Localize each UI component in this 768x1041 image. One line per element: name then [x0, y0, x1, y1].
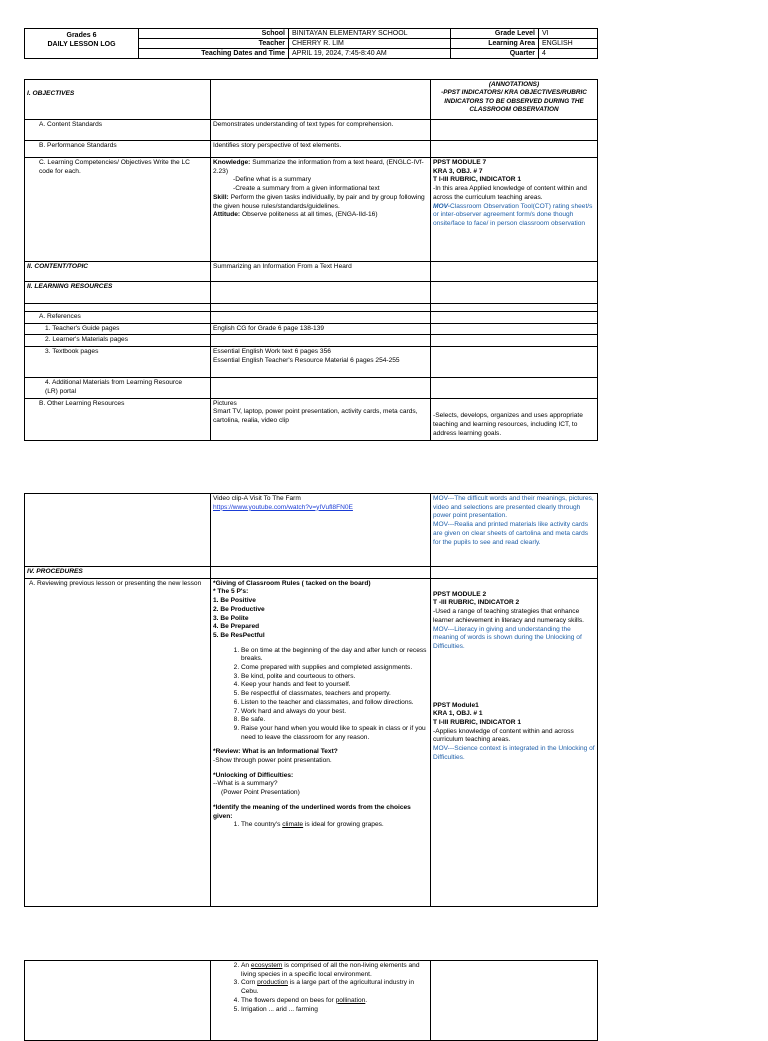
content-topic-value: Summarizing an Information From a Text Heard	[211, 262, 431, 282]
knowledge-item-1: -Define what is a summary	[233, 176, 312, 184]
skill-label: Skill:	[213, 193, 229, 201]
dates-label: Teaching Dates and Time	[139, 49, 289, 59]
annotations-title: (ANNOTATIONS)	[488, 81, 540, 88]
vocab-list	[213, 821, 428, 830]
review-value: -Show through power point presentation.	[213, 757, 332, 765]
header-grades: Grades 6	[66, 32, 97, 39]
five-ps-1: 1. Be Positive	[213, 597, 256, 605]
rule-item: 4. Keep your hands and feet to yourself.	[241, 681, 428, 690]
five-ps-3: 3. Be Polite	[213, 614, 249, 622]
content-topic-title: II. CONTENT/TOPIC	[25, 262, 211, 282]
knowledge-item-2: -Create a summary from a given informational text	[233, 185, 380, 193]
other-resources-annotation: -Selects, develops, organizes and uses appropriate teaching and learning resources, including ICT, to address learning goals.	[431, 398, 598, 440]
annotation-rubric-2: T -III RUBRIC, INDICATOR 2	[433, 599, 520, 607]
vocab-continued	[211, 961, 431, 1041]
review-annotation	[431, 578, 598, 906]
unlocking-question: --What is a summary?	[213, 780, 278, 788]
procedures-table	[24, 493, 598, 907]
continued-table	[24, 960, 598, 1041]
vocab-item-5: 5. Irrigation ... arid ... farming	[241, 1006, 428, 1015]
area-label: Learning Area	[451, 39, 539, 49]
five-ps-4: 4. Be Prepared	[213, 623, 260, 631]
video-annotation	[431, 494, 598, 567]
competencies-annotation	[431, 158, 598, 262]
identify-title: *Identify the meaning of the underlined words from the choices given:	[213, 803, 411, 820]
learning-resources-title: II. LEARNING RESOURCES	[25, 282, 211, 304]
dates-value: APRIL 19, 2024, 7:45-8:40 AM	[289, 49, 451, 59]
vocab-item-4: 4. The flowers depend on bees for pollination.	[241, 997, 428, 1006]
learners-materials-label: 2. Learner's Materials pages	[25, 335, 211, 347]
underlined-word: ecosystem	[250, 962, 283, 969]
classroom-rules-list	[213, 647, 428, 743]
other-resources-pictures: Pictures	[213, 399, 237, 407]
review-lesson-content	[211, 578, 431, 906]
annotation-rubric-1: T I-III RUBRIC, INDICATOR 1	[433, 176, 522, 184]
quarter-value: 4	[539, 49, 598, 59]
school-label: School	[139, 29, 289, 39]
textbook-pages-label: 3. Textbook pages	[25, 347, 211, 378]
annotation-content-knowledge: -In this area Applied knowledge of content within and across the curriculum teaching areas.	[433, 185, 587, 201]
video-link[interactable]: https://www.youtube.com/watch?v=yIVufl8FN0E	[213, 503, 353, 511]
rules-title: *Giving of Classroom Rules ( tacked on the board)	[213, 579, 371, 587]
underlined-word: pollination	[335, 996, 366, 1004]
header-table	[24, 28, 598, 59]
rule-item: 5. Be respectful of classmates, teachers and property.	[241, 690, 428, 699]
annotations-subtitle: -PPST INDICATORS/ KRA OBJECTIVES/RUBRIC INDICATORS TO BE OBSERVED DURING THE CLASSROOM OBSERVATION	[441, 89, 587, 114]
vocab-item-2: 2. An ecosystem is comprised of all the non-living elements and living species in a specific local environment.	[241, 962, 428, 979]
textbook-trm: Essential English Teacher's Resource Material 6 pages 254-255	[213, 356, 400, 364]
header-dll: DAILY LESSON LOG	[47, 41, 116, 49]
competencies-value	[211, 158, 431, 262]
content-standards-label: A. Content Standards	[25, 120, 211, 141]
rule-item: 9. Raise your hand when you would like to speak in class or if you need to leave the classroom for any reason.	[241, 725, 428, 742]
annotation-kra-1: KRA 1, OBJ. # 1	[433, 710, 483, 718]
references-label: A. References	[25, 312, 211, 324]
annotation-strategies: -Used a range of teaching strategies that enhance learner achievement in literacy and numeracy skills.	[433, 608, 584, 624]
knowledge-value: Summarize the information from a text heard, (ENGLC-IVf-2.23)	[213, 159, 424, 175]
rule-item: 2. Come prepared with supplies and completed assignments.	[241, 664, 428, 673]
rule-item: 1. Be on time at the beginning of the day and after lunch or recess breaks.	[241, 647, 428, 664]
knowledge-label: Knowledge:	[213, 159, 251, 166]
mov-difficult-words: MOV---The difficult words and their meanings, pictures, video and selections are presented clearly through power point presentation.	[433, 495, 594, 520]
unlocking-note: (Power Point Presentation)	[221, 789, 300, 797]
underlined-word: climate	[282, 821, 304, 829]
performance-standards-value: Identifies story perspective of text elements.	[211, 141, 431, 158]
annotation-module-2: PPST MODULE 2	[433, 590, 487, 598]
other-resources-value	[211, 398, 431, 440]
annotation-rubric-1b: T I-III RUBRIC, INDICATOR 1	[433, 719, 522, 727]
objectives-title: I. OBJECTIVES	[25, 80, 211, 120]
annotation-applies-knowledge: -Applies knowledge of content within and across curriculum teaching areas.	[433, 727, 574, 744]
textbook-work-text: Essential English Work text 6 pages 356	[213, 348, 331, 356]
area-value: ENGLISH	[539, 39, 598, 49]
unlocking-title: *Unlocking of Difficulties:	[213, 771, 294, 779]
video-title: Video clip-A Visit To The Farm	[213, 495, 301, 502]
annotation-kra-3: KRA 3, OBJ. # 7	[433, 167, 483, 175]
mov-realia: MOV---Realia and printed materials like activity cards are given on clear sheets of cartolina and meta cards for the pupils to see and read clearly.	[433, 521, 589, 546]
teachers-guide-value: English CG for Grade 6 page 138-139	[211, 323, 431, 335]
other-resources-list: Smart TV, laptop, power point presentation, activity cards, meta cards, cartolina, realia, video clip	[213, 408, 418, 424]
five-ps-5: 5. Be ResPectful	[213, 631, 265, 639]
quarter-label: Quarter	[451, 49, 539, 59]
review-lesson-label: A. Reviewing previous lesson or presenting the new lesson	[25, 578, 211, 906]
rule-item: 7. Work hard and always do your best.	[241, 708, 428, 717]
rule-item: 3. Be kind, polite and courteous to others.	[241, 673, 428, 682]
teacher-value: CHERRY R. LIM	[289, 39, 451, 49]
video-cell	[211, 494, 431, 567]
content-standards-value: Demonstrates understanding of text types for comprehension.	[211, 120, 431, 141]
teachers-guide-label: 1. Teacher's Guide pages	[25, 323, 211, 335]
vocab-list-continued	[213, 962, 428, 1014]
competencies-label: C. Learning Competencies/ Objectives Write the LC code for each.	[25, 158, 211, 262]
vocab-item-1: 1. The country's climate is ideal for growing grapes.	[241, 821, 428, 830]
school-value: BINITAYAN ELEMENTARY SCHOOL	[289, 29, 451, 39]
vocab-item-3: 3. Corn production is a large part of the agricultural industry in Cebu.	[241, 979, 428, 996]
teacher-label: Teacher	[139, 39, 289, 49]
other-resources-label: B. Other Learning Resources	[25, 398, 211, 440]
annotation-mov-science: MOV---Science context is integrated in the Unlocking of Difficulties.	[433, 745, 595, 761]
rule-item: 8. Be safe.	[241, 716, 428, 725]
header-grade-block	[25, 29, 139, 59]
annotations-header	[431, 80, 598, 120]
review-title: *Review: What is an Informational Text?	[213, 748, 338, 756]
attitude-value: Observe politeness at all times, (ENGA-IId-16)	[240, 211, 378, 219]
grade-value: VI	[539, 29, 598, 39]
underlined-word: production	[257, 979, 288, 987]
additional-materials-label: 4. Additional Materials from Learning Resource (LR) portal	[25, 378, 211, 398]
skill-value: Perform the given tasks individually, by pair and by group following the given house rules/standards/guidelines.	[213, 193, 425, 210]
grade-label: Grade Level	[451, 29, 539, 39]
annotation-mov-text: Classroom Observation Tool(COT) rating sheet/s or inter-observer agreement form/s done though onsite/face to face/ in person classroom observation	[433, 202, 593, 227]
annotation-mov-label: MOV-	[433, 202, 450, 210]
five-ps-2: 2. Be Productive	[213, 605, 265, 613]
annotation-mov-literacy: MOV---Literacy in giving and understanding the meaning of words is shown during the Unlocking of Difficulties.	[433, 625, 582, 650]
annotation-module-1: PPST Module1	[433, 701, 479, 709]
textbook-pages-value	[211, 347, 431, 378]
rule-item: 6. Listen to the teacher and classmates, and follow directions.	[241, 699, 428, 708]
procedures-title: IV. PROCEDURES	[25, 567, 211, 579]
objectives-table	[24, 79, 598, 441]
five-ps-title: * The 5 P's:	[213, 588, 249, 596]
annotation-module-7: PPST MODULE 7	[433, 159, 487, 166]
performance-standards-label: B. Performance Standards	[25, 141, 211, 158]
attitude-label: Attitude:	[213, 211, 241, 219]
